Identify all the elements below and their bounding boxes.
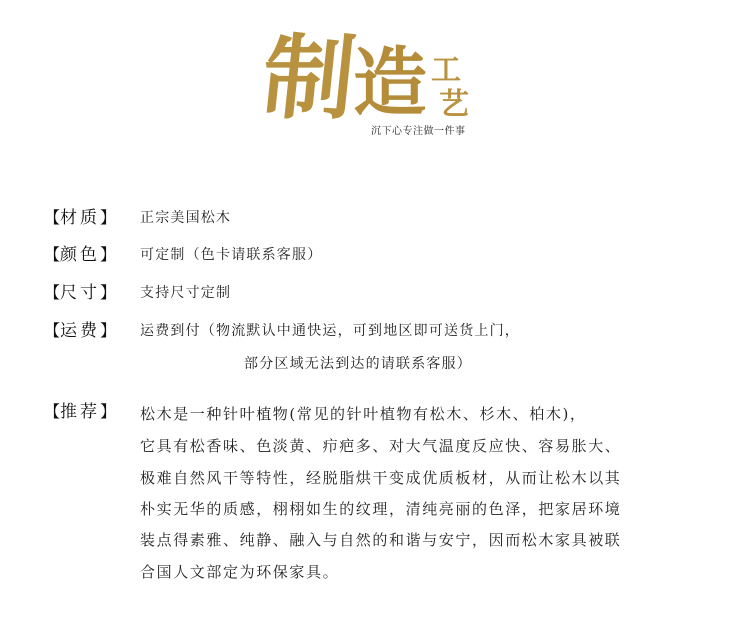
- spec-row-material: [44, 208, 232, 228]
- bracket-close: 】: [100, 245, 117, 264]
- logo-char-yi: 艺: [439, 87, 469, 122]
- spec-value-size: 支持尺寸定制: [140, 285, 232, 301]
- bracket-open: 【: [44, 245, 61, 264]
- spec-label-material: 材质: [60, 208, 101, 228]
- spec-value-color: 可定制（色卡请联系客服）: [140, 247, 323, 263]
- bracket-open: 【: [44, 283, 61, 302]
- recommend-line: 朴实无华的质感，栩栩如生的纹理，清纯亮丽的色泽，把家居环境: [140, 500, 622, 518]
- bracket-open: 【: [44, 402, 61, 421]
- bracket-open: 【: [44, 321, 61, 340]
- spec-row-size: [44, 283, 232, 303]
- recommend-line: 它具有松香味、色淡黄、疖疤多、对大气温度反应快、容易胀大、: [140, 437, 622, 455]
- spec-label-color: 颜色: [60, 245, 101, 265]
- bracket-close: 】: [100, 208, 117, 227]
- logo-char-zhi: 制: [257, 24, 361, 132]
- spec-row-recommend: [44, 402, 116, 422]
- bracket-open: 【: [44, 208, 61, 227]
- logo-char-gong: 工: [431, 53, 461, 88]
- logo-char-zao: 造: [353, 40, 427, 126]
- spec-value-shipping-cont: 部分区域无法到达的请联系客服）: [244, 356, 472, 372]
- bracket-close: 】: [100, 321, 117, 340]
- logo-slogan: 沉下心专注做一件事: [371, 126, 466, 137]
- recommend-line: 合国人文部定为环保家具。: [140, 563, 340, 581]
- spec-row-color: [44, 245, 323, 265]
- recommend-line: 装点得素雅、纯静、融入与自然的和谐与安宁，因而松木家具被联: [140, 531, 622, 549]
- spec-value-material: 正宗美国松木: [140, 210, 232, 226]
- spec-label-shipping: 运费: [60, 321, 101, 341]
- spec-row-shipping: [44, 321, 520, 341]
- bracket-close: 】: [100, 283, 117, 302]
- bracket-close: 】: [100, 402, 117, 421]
- spec-label-size: 尺寸: [60, 283, 101, 303]
- recommend-line: 松木是一种针叶植物(常见的针叶植物有松木、杉木、柏木)，: [140, 405, 587, 423]
- spec-value-shipping: 运费到付（物流默认中通快运，可到地区即可送货上门，: [140, 323, 520, 339]
- recommend-line: 极难自然风干等特性，经脱脂烘干变成优质板材，从而让松木以其: [140, 469, 622, 487]
- craft-logo: [255, 24, 515, 158]
- spec-label-recommend: 推荐: [60, 402, 101, 422]
